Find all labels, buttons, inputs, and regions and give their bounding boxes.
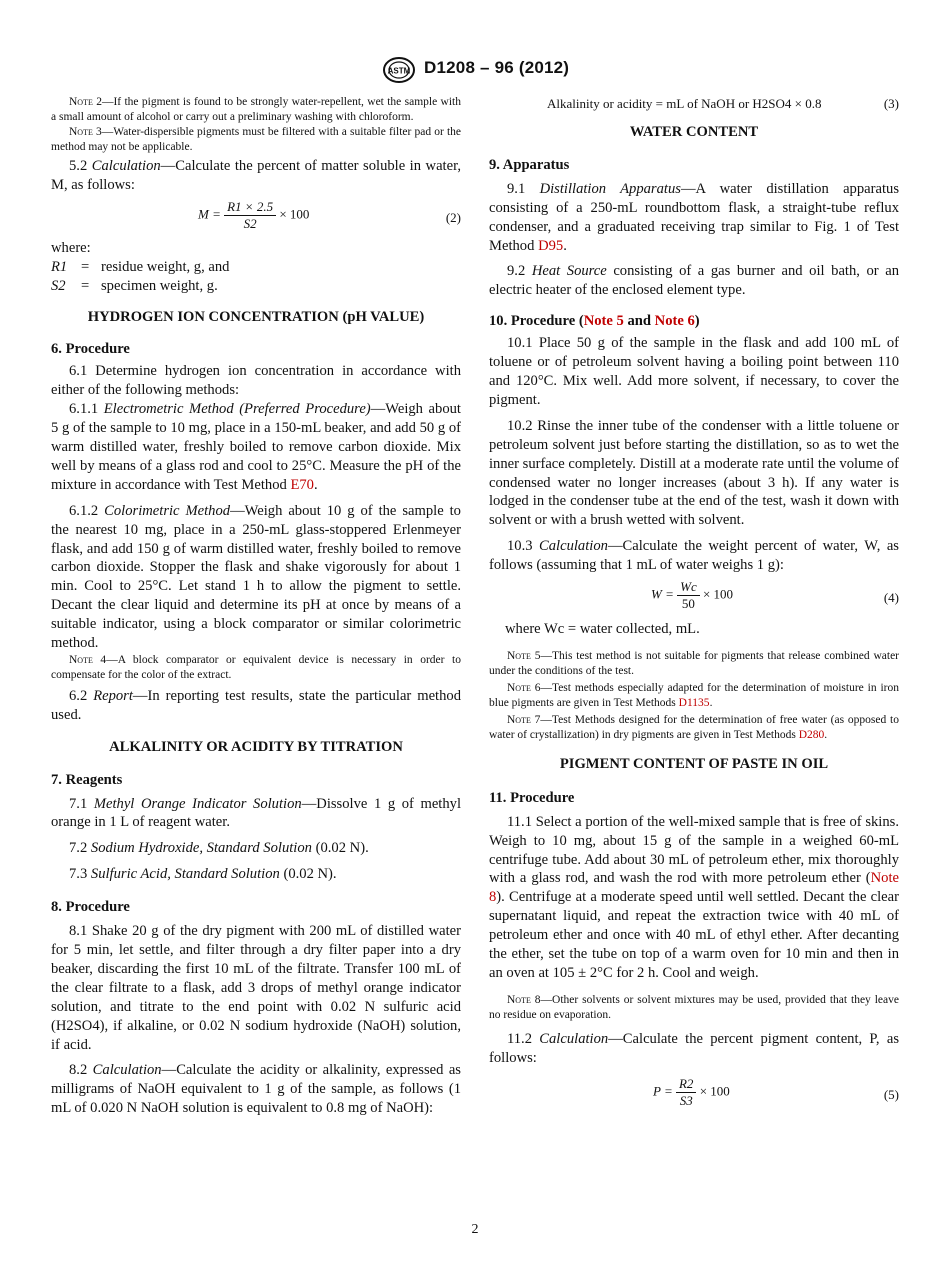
where-label: where: [51, 239, 91, 256]
section-7-heading: 7. Reagents [51, 771, 123, 788]
section-10-1: 10.1 Place 50 g of the sample in the flask and add 100 mL of toluene or of petroleum solvent having a boiling point between 110 and 120°C. Mix well. Add more solvent, if necessary, to cover the pigment. [489, 335, 899, 408]
note-2: Note 2—If the pigment is found to be strongly water-repellent, wet the sample with a small amount of alcohol or carry out a preliminary washing with chloroform. [51, 96, 461, 123]
section-8-1: 8.1 Shake 20 g of the dry pigment with 200 mL of distilled water for 5 min, let settle, and filter through a dry filter paper into a dry beaker, discarding the first 10 mL of the filtrate. Transfer 100 mL of the clear filtrate to a flask, add 3 drops of methyl orange indicator solution, and titrate to the end point with 0.02 N sulfuric acid (H2SO4), if alkaline, or 0.02 N sodium hydroxide (NaOH) solution, if acid. [51, 923, 461, 1053]
ref-d1135[interactable]: D1135 [678, 696, 710, 709]
section-7-2: 7.2 Sodium Hydroxide, Standard Solution (0.02 N). [69, 840, 369, 857]
section-11-2: 11.2 Calculation—Calculate the percent pigment content, P, as follows: [489, 1030, 900, 1066]
ref-note-8[interactable]: Note 8 [489, 870, 899, 906]
section-8-2: 8.2 Calculation—Calculate the acidity or alkalinity, expressed as milligrams of NaOH equivalent to 1 g of the sample, as follows (1 mL of 0.020 N NaOH solution is equivalent to 0.8 mg of NaOH): [51, 1062, 461, 1117]
section-6-2: 6.2 Report—In reporting test results, state the particular method used. [51, 687, 461, 723]
where-row: S2 = specimen weight, g. [51, 277, 218, 294]
note-3: Note 3—Water-dispersible pigments must be filtered with a suitable filter pad or the method may not be applicable. [51, 126, 462, 153]
note-5: Note 5—This test method is not suitable for pigments that release combined water under the conditions of the test. [489, 649, 900, 677]
note-6: Note 6—Test methods especially adapted for the determination of moisture in iron blue pigments are given in Test Methods D1135. [489, 681, 899, 709]
svg-text:ASTM: ASTM [387, 66, 411, 76]
page-header [0, 57, 950, 83]
note-4: Note 4—A block comparator or equivalent device is necessary in order to compensate for the color of the extract. [51, 653, 462, 681]
section-7-1: 7.1 Methyl Orange Indicator Solution—Dissolve 1 g of methyl orange in 1 L of reagent water. [51, 795, 461, 831]
section-6-1-2: 6.1.2 Colorimetric Method—Weigh about 10 g of the sample to the nearest 10 mg, place in a 250-mL glass-stoppered Erlenmeyer flask, and add 150 g of warm distilled water, freshly boiled to remove carbon dioxide. Stopper the flask and shake vigorously for about 1 min. Cool to 25°C. Let stand 1 h to allow the pigment to settle. Decant the clear liquid and determine its pH at once by means of a suitable indicator, using a block comparator or similar colorimetric method. [51, 502, 461, 652]
section-9-1: 9.1 Distillation Apparatus—A water distillation apparatus consisting of a 250-mL roundbottom flask, a straight-tube reflux condenser, and a graduated receiving trap similar to Fig. 1 of Test Method D95. [489, 180, 899, 254]
section-8-heading: 8. Procedure [51, 899, 130, 916]
section-11-1: 11.1 Select a portion of the well-mixed sample that is free of skins. Weigh to 10 mg, about 15 g of the sample in a weighed 60-mL centrifuge tube. Add about 30 mL of petroleum ether, mix thoroughly with a glass rod, and wash the rod with more petroleum ether (Note 8). Centrifuge at a moderate speed until well settled. Decant the clear supernatant liquid, and repeat the extraction twice with 40 mL of petroleum ether and once with 40 mL of ethyl ether. After decanting the ether, set the tube on top of a warm oven for 10 min and then in an oven at 105 ± 2°C for 2 h. Cool and weigh. [489, 813, 899, 981]
equation-2: M = $\frac{R1 \times 2.5}{S2}$ × 100 (2) [198, 198, 461, 231]
section-9-2: 9.2 Heat Source consisting of a gas burner and oil bath, or an electric heater of the enclosed element type. [489, 263, 899, 299]
note-8: Note 8—Other solvents or solvent mixtures may be used, provided that they leave no residue on evaporation. [489, 993, 899, 1021]
ref-d95[interactable]: D95 [538, 237, 564, 254]
heading-alkalinity: ALKALINITY OR ACIDITY BY TITRATION [109, 738, 403, 755]
right-column [489, 95, 899, 1114]
ref-note-5[interactable]: Note 5 [583, 313, 624, 330]
left-column [51, 95, 461, 1118]
ref-note-6[interactable]: Note 6 [654, 313, 695, 330]
section-6-1: 6.1 Determine hydrogen ion concentration in accordance with either of the following methods: [51, 363, 461, 399]
heading-ph: HYDROGEN ION CONCENTRATION (pH VALUE) [87, 308, 425, 325]
equation-3: Alkalinity or acidity = mL of NaOH or H2SO4 × 0.8 (3) [547, 96, 899, 111]
section-6-heading: 6. Procedure [51, 341, 130, 358]
page-number: 2 [471, 1222, 479, 1237]
where-row: R1 = residue weight, g, and [51, 258, 230, 275]
document-designation: D1208 – 96 (2012) [424, 58, 570, 77]
heading-water: WATER CONTENT [629, 124, 759, 140]
equation-4: W = $\frac{Wc}{50}$ × 100 (4) [651, 579, 899, 612]
section-6-1-1: 6.1.1 Electrometric Method (Preferred Procedure)—Weigh about 5 g of the sample to 10 mg, place in a 150-mL beaker, and add 50 g of warm distilled water, freshly boiled to remove carbon dioxide. Mix well by means of a glass rod and cool to 25°C. Measure the pH of the mixture in accordance with Test Method E70. [51, 401, 461, 493]
astm-logo [379, 57, 419, 83]
heading-pigment: PIGMENT CONTENT OF PASTE IN OIL [559, 755, 829, 772]
equation-5: P = $\frac{R2}{S3}$ × 100 (5) [653, 1075, 899, 1108]
note-7: Note 7—Test Methods designed for the determination of free water (as opposed to water of crystallization) in dry pigments are given in Test Methods D280. [489, 713, 899, 741]
where-wc: where Wc = water collected, mL. [505, 621, 700, 638]
section-10-3: 10.3 Calculation—Calculate the weight percent of water, W, as follows (assuming that 1 mL of water weighs 1 g): [489, 538, 899, 574]
section-9-heading: 9. Apparatus [489, 156, 570, 173]
ref-d280[interactable]: D280 [798, 728, 825, 741]
section-11-heading: 11. Procedure [489, 789, 575, 806]
section-5-2: 5.2 Calculation—Calculate the percent of matter soluble in water, M, as follows: [51, 158, 461, 193]
section-10-heading: 10. Procedure (Note 5 and Note 6) [489, 313, 700, 330]
section-10-2: 10.2 Rinse the inner tube of the condenser with a little toluene or petroleum solvent just before starting the distillation, so as to wet the inner surface completely. Distill at a moderate rate until the volume of condensed water no longer increases (about 3 h). If any water is lodged in the condenser tube at the end of the test, wash it down with solvent or with a brush wetted with solvent. [489, 417, 899, 529]
section-7-3: 7.3 Sulfuric Acid, Standard Solution (0.02 N). [69, 866, 337, 883]
ref-e70[interactable]: E70 [290, 476, 314, 493]
